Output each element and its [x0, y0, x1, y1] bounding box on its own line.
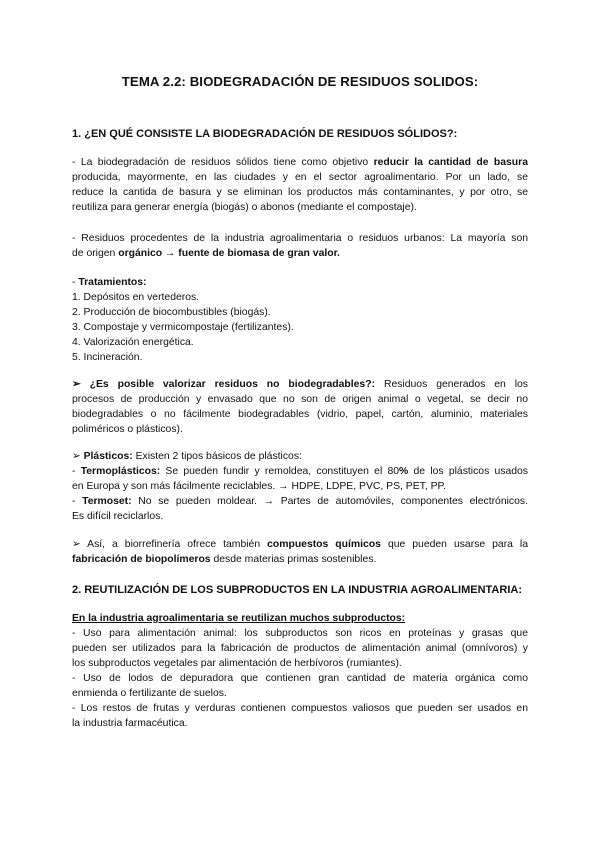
text: - Uso para alimentación animal: los subproductos son ricos en proteínas y grasas que [72, 628, 528, 639]
section-1-paragraph-3 [72, 377, 528, 437]
text: - [72, 277, 79, 288]
section-2-heading: 2. REUTILIZACIÓN DE LOS SUBPRODUCTOS EN LA INDUSTRIA AGROALIMENTARIA: [72, 584, 522, 596]
section-1-paragraph-5 [72, 537, 528, 567]
treatments-list [72, 275, 528, 365]
text: Existen 2 tipos básicos de plásticos: [132, 451, 302, 462]
section-2-body [72, 611, 528, 731]
text: - La biodegradación de residuos sólidos tiene como objetivo [72, 157, 374, 168]
list-item: 4. Valorización energética. [72, 337, 194, 348]
emphasis: compuestos químicos [267, 539, 381, 550]
text: de origen [72, 248, 119, 259]
emphasis: % [399, 466, 409, 477]
text: No se pueden moldear. → Partes de automóviles, componentes electrónicos. [131, 496, 528, 507]
text: de los plásticos usados [408, 466, 528, 477]
text: los subproductos vegetales par alimentación de herbívoros (rumiantes). [72, 658, 402, 669]
question: ➢ ¿Es posible valorizar residuos no biodegradables?: [72, 379, 376, 390]
thermoset-label: Termoset: [82, 496, 132, 507]
list-item: 2. Producción de biocombustibles (biogás). [72, 307, 271, 318]
section-2-subheading: En la industria agroalimentaria se reutilizan muchos subproductos: [72, 613, 406, 624]
emphasis: fabricación de biopolímeros [72, 554, 211, 565]
text: poliméricos o plásticos). [72, 424, 183, 435]
list-item: 5. Incineración. [72, 352, 143, 363]
text: desde materias primas sostenibles. [210, 554, 377, 565]
text: - Residuos procedentes de la industria agroalimentaria o residuos urbanos: La mayoría son [72, 233, 528, 244]
text: producida, mayormente, en las ciudades y en el sector agroalimentario. Por un lado, se [72, 172, 528, 183]
text: - Uso de lodos de depuradora que contienen gran cantidad de materia orgánica como [72, 673, 528, 684]
text: que pueden usarse para la [380, 539, 529, 550]
text: - [72, 466, 81, 477]
text: Residuos generados en los [375, 379, 528, 390]
arrow: ➢ [72, 451, 84, 462]
plastics-paragraph [72, 449, 528, 524]
list-item: 3. Compostaje y vermicompostaje (fertilizantes). [72, 322, 294, 333]
section-1-paragraph-1 [72, 155, 528, 215]
treatments-label: Tratamientos: [78, 277, 147, 288]
text: - [72, 496, 83, 507]
section-1-heading: 1. ¿EN QUÉ CONSISTE LA BIODEGRADACIÓN DE RESIDUOS SÓLIDOS?: [72, 128, 458, 140]
thermoplastics-label: Termoplásticos: [80, 466, 161, 477]
text: pueden ser utilizados para la fabricación de productos de alimentación animal (omnívoros) y [72, 643, 528, 654]
text: en Europa y son más fácilmente reciclables. → HDPE, LDPE, PVC, PS, PET, PP. [72, 481, 447, 492]
text: reutiliza para generar energía (biogás) o abonos (mediante el compostaje). [72, 202, 417, 213]
emphasis: reducir la cantidad de basura [373, 157, 528, 168]
text: Se pueden fundir y remoldea, constituyen el 80 [160, 466, 400, 477]
text: reduce la cantida de basura y se eliminan los productos más contaminantes, y por otro, se [72, 187, 528, 198]
text: - Los restos de frutas y verduras contienen compuestos valiosos que pueden ser usados en [72, 703, 528, 714]
text: biodegradables o no fácilmente biodegradables (vidrio, papel, cartón, aluminio, materiales [72, 409, 528, 420]
list-item: 1. Depósitos en vertederos. [72, 292, 200, 303]
page-title: TEMA 2.2: BIODEGRADACIÓN DE RESIDUOS SOLIDOS: [121, 74, 479, 89]
text: la industria farmacéutica. [72, 718, 188, 729]
text: procesos de producción y envasado que no son de origen animal o vegetal, se decir no [72, 394, 528, 405]
text: enmienda o fertilizante de suelos. [72, 688, 227, 699]
emphasis: orgánico → fuente de biomasa de gran valor. [118, 248, 340, 259]
text: Es difícil reciclarlos. [72, 511, 164, 522]
plastics-label: Plásticos: [83, 451, 133, 462]
text: ➢ Así, a biorrefinería ofrece también [72, 539, 268, 550]
section-1-paragraph-2 [72, 231, 528, 261]
